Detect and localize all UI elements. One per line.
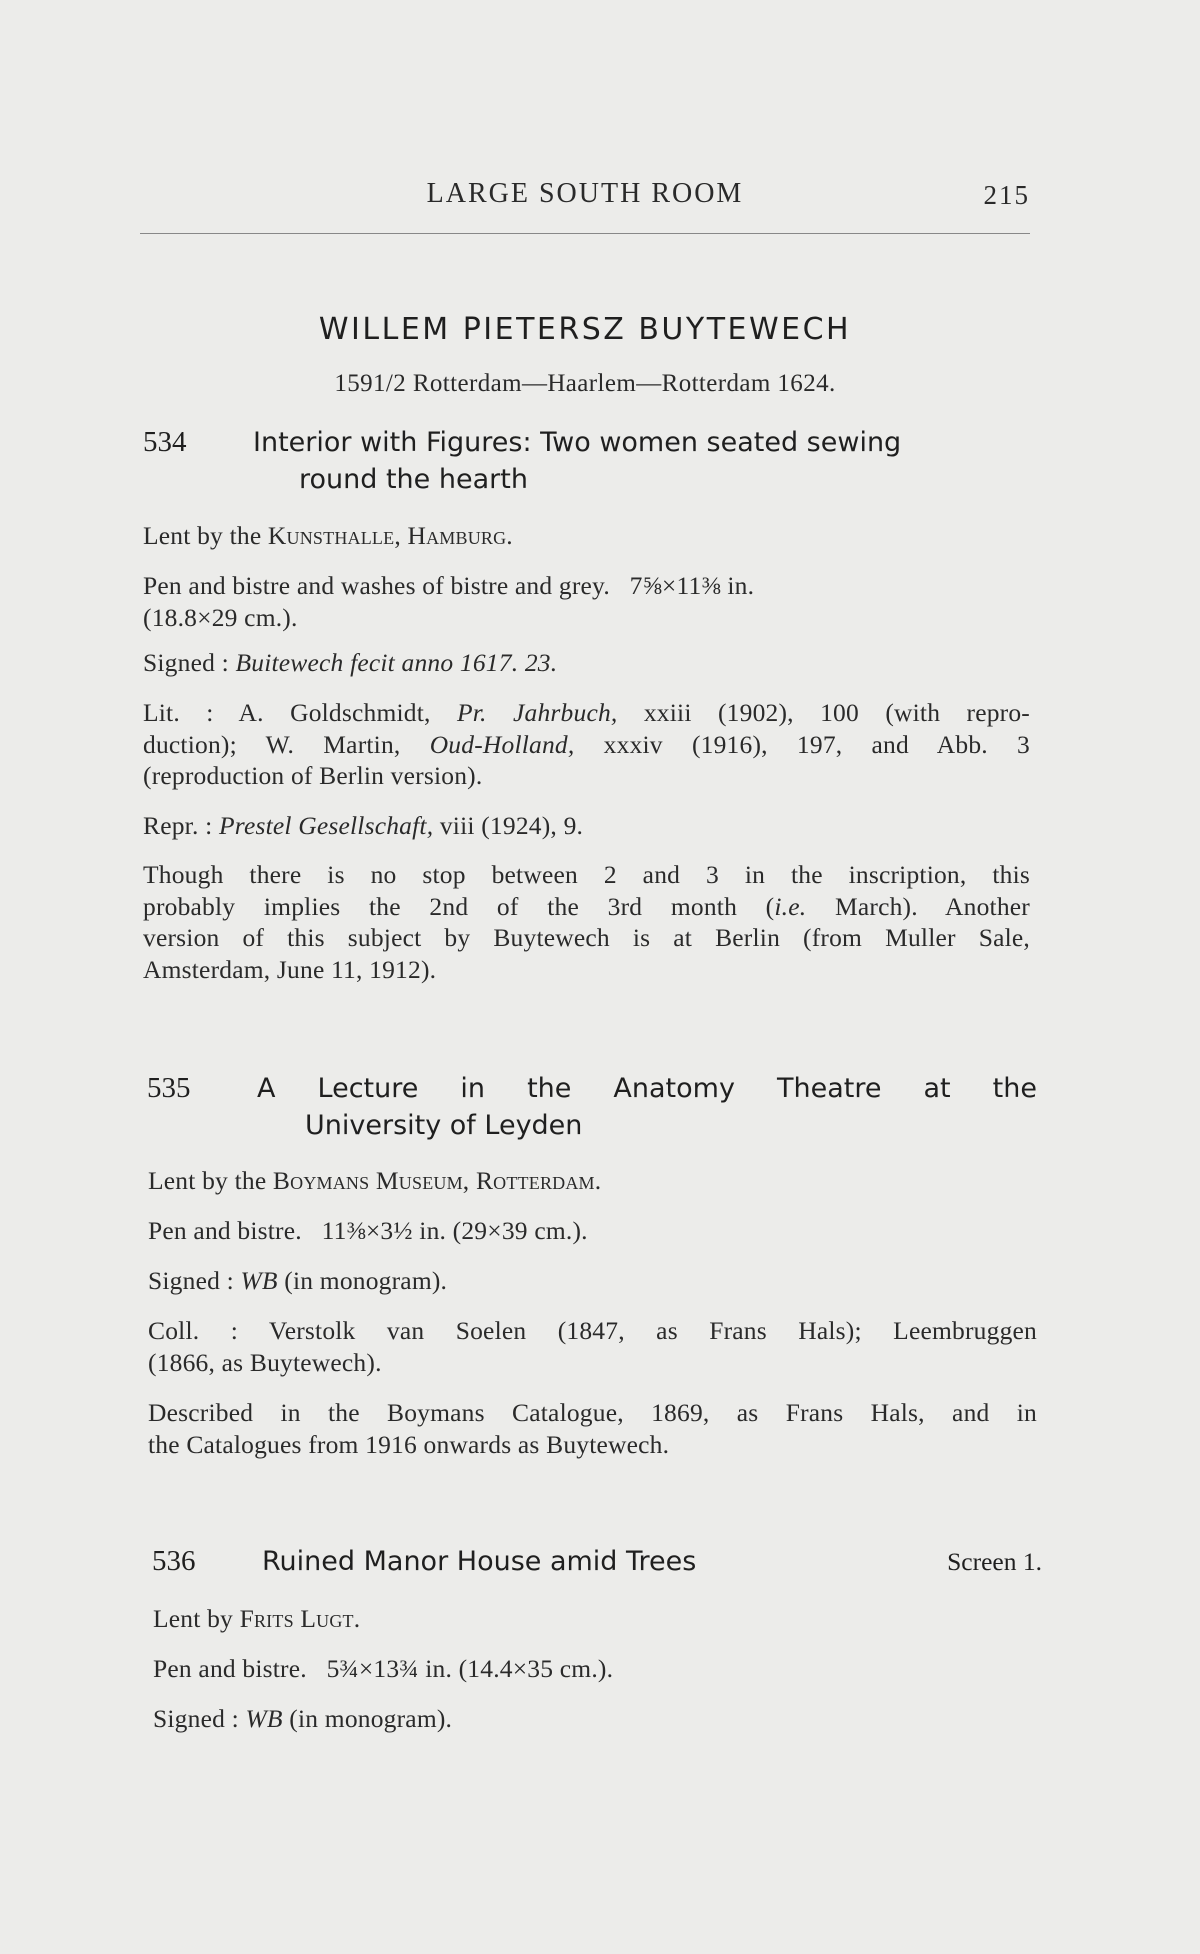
entry-534-signed: Signed : Buitewech fecit anno 1617. 23. [143, 648, 558, 677]
entry-536-signed: Signed : WB (in monogram). [153, 1704, 453, 1733]
entry-534-lender: Lent by the Kunsthalle, Hamburg. [143, 521, 513, 550]
lender-name: Frits Lugt. [239, 1604, 361, 1633]
signature-inscription: Buitewech fecit anno 1617. 23. [235, 648, 558, 677]
entry-535-lender: Lent by the Boymans Museum, Rotterdam. [148, 1166, 602, 1195]
entry-535-collection: Coll. : Verstolk van Soelen (1847, as Frans Hals); Leembruggen (1866, as Buytewech). [148, 1316, 1037, 1377]
entry-535-medium: Pen and bistre. 11⅜×3½ in. (29×39 cm.). [148, 1216, 588, 1245]
running-head [140, 178, 1030, 218]
entry-title-line-2: round the hearth [299, 464, 528, 495]
monogram: WB [245, 1704, 283, 1733]
header-rule [140, 233, 1030, 234]
running-title: LARGE SOUTH ROOM [426, 178, 744, 209]
lender-name: Kunsthalle, Hamburg. [267, 521, 513, 550]
entry-title-line-2: University of Leyden [305, 1110, 583, 1141]
entry-536-heading [152, 1543, 1042, 1583]
entry-number: 534 [143, 426, 187, 458]
entry-title-line-1: A Lecture in the Anatomy Theatre at the [257, 1073, 1037, 1104]
entry-title: Ruined Manor House amid Trees [262, 1546, 697, 1577]
entry-535-signed: Signed : WB (in monogram). [148, 1266, 448, 1295]
entry-534-heading [143, 424, 1030, 500]
entry-number: 535 [147, 1072, 191, 1104]
artist-name: WILLEM PIETERSZ BUYTEWECH [318, 312, 852, 347]
page-number: 215 [983, 180, 1030, 210]
entry-title-line-1: Interior with Figures: Two women seated sewing [253, 427, 902, 458]
entry-534-note: Though there is no stop between 2 and 3 in the inscription, this probably implies the 2nd of the 3rd month (i.e. March). Another version of this subject by Buytewech is at Berlin (from Muller Sale, Amsterdam, June 11, 1912). [143, 860, 1031, 984]
entry-536-medium: Pen and bistre. 5¾×13¾ in. (14.4×35 cm.). [153, 1654, 614, 1683]
entry-535-heading [147, 1070, 1037, 1146]
artist-dates: 1591/2 Rotterdam—Haarlem—Rotterdam 1624. [334, 370, 836, 397]
entry-534-reproduction: Repr. : Prestel Gesellschaft, viii (1924), 9. [143, 811, 584, 840]
entry-534-literature: Lit. : A. Goldschmidt, Pr. Jahrbuch, xxiii (1902), 100 (with repro- duction); W. Martin, Oud-Holland, xxxiv (1916), 197, and Abb. 3 (reproduction of Berlin version). [143, 698, 1030, 790]
lender-name: Boymans Museum, Rotterdam. [272, 1166, 602, 1195]
entry-534-medium: Pen and bistre and washes of bistre and grey. 7⅝×11⅜ in. (18.8×29 cm.). [143, 571, 755, 632]
entry-number: 536 [152, 1545, 196, 1577]
entry-535-description: Described in the Boymans Catalogue, 1869, as Frans Hals, and in the Catalogues from 1916 onwards as Buytewech. [148, 1398, 1037, 1459]
entry-536-lender: Lent by Frits Lugt. [153, 1604, 361, 1633]
screen-location: Screen 1. [947, 1547, 1042, 1576]
monogram: WB [240, 1266, 278, 1295]
